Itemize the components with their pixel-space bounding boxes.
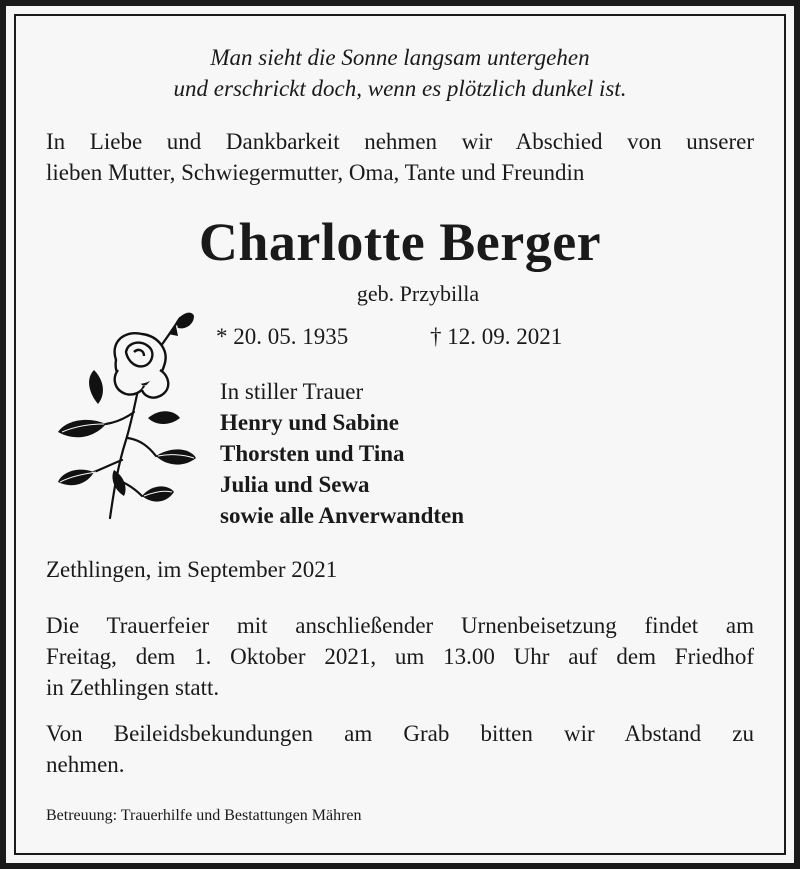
maiden-name: geb. Przybilla [356,281,480,306]
obituary-border [14,14,786,855]
motto-line-2: und erschrickt doch, wenn es plötzlich dunkel ist. [173,76,627,101]
motto-quote [16,42,784,104]
mourner-name: Henry und Sabine [220,410,399,435]
ceremony-notice [46,610,754,703]
care-note: Betreuung: Trauerhilfe und Bestattungen Mähren [46,807,362,824]
mourners-heading: In stiller Trauer [220,379,364,404]
deceased-name: Charlotte Berger [198,212,602,272]
mourner-name: Thorsten und Tina [220,441,405,466]
rose-icon [48,300,198,520]
ceremony-line-3: in Zethlingen statt. [46,675,220,700]
mourner-name: Julia und Sewa [220,472,370,497]
birth-date: * 20. 05. 1935 [216,324,349,349]
ceremony-line-1: Die Trauerfeier mit anschließender Urnenbeisetzung findet am [46,613,754,638]
intro-text [46,126,754,188]
intro-line-2: lieben Mutter, Schwiegermutter, Oma, Tante und Freundin [46,160,585,185]
motto-line-1: Man sieht die Sonne langsam untergehen [210,45,590,70]
mourners-list [220,376,464,531]
mourner-name: sowie alle Anverwandten [220,503,465,528]
condolence-notice [46,718,754,780]
intro-line-1: In Liebe und Dankbarkeit nehmen wir Abschied von unserer [46,129,754,154]
obituary-card [6,6,794,863]
condolence-line-1: Von Beileidsbekundungen am Grab bitten wir Abstand zu [46,721,754,746]
death-date: † 12. 09. 2021 [430,324,563,349]
ceremony-line-2: Freitag, dem 1. Oktober 2021, um 13.00 Uhr auf dem Friedhof [46,644,754,669]
condolence-line-2: nehmen. [46,752,125,777]
place-date: Zethlingen, im September 2021 [46,557,338,582]
